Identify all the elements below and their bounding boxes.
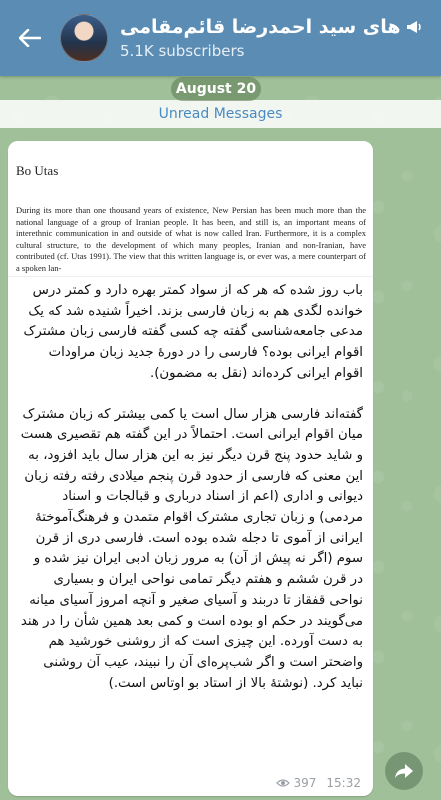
back-arrow-icon	[19, 29, 41, 47]
message-paragraph-2: گفته‌اند فارسی هزار سال است یا کمی بیشتر که زبان مشترک میان اقوام ایرانی است. احتمالاً در این گفته هم تقصیری هست و شاید حدود پنج قرن دیگر نیز به این هزار سال باید افزود، به این معنی که فارسی از حدود قرن پنجم میلادی رفته رفته زبان دیوانی و اداری (اعم از اسناد درباری و قبالجات و اسناد مردمی) و زبان تجاری مشترک اقوام متمدن و فرهنگ‌آموختهٔ ایرانی از آموی تا دجله شده بوده است. فارسی دری از قرن سوم (اگر نه پیش از آن) به مرور زبان ادبی ایران نیز شده و در قرن ششم و هفتم دیگر تمامی نواحی ایران و بسیاری نواحی قفقاز تا دربند و آسیای صغیر و آنچه امروز آسیای میانه می‌گویند در حکم او بوده است و کمی بعد همین شأن را در هند به دست آورده. این چیزی است که از روشنی خورشید هم واضحتر است و اگر شب‌پره‌ای آن را نبیند، عیب آن روشنی نباید کرد. (نوشتهٔ بالا از استاد بو اوتاس است.)	[20, 406, 363, 691]
message-text	[20, 281, 363, 714]
date-pill	[171, 77, 261, 101]
subscriber-count: 5.1K subscribers	[120, 42, 245, 60]
channel-info[interactable]	[120, 16, 422, 60]
share-button[interactable]	[385, 752, 423, 790]
unread-label: Unread Messages	[158, 106, 283, 122]
view-count: 397	[293, 776, 317, 790]
photo-text: During its more than one thousand years of existence, New Persian has been much more than the national language of a group of Iranian people. It has been, and still is, an important means of interethnic communication in and outside of what is now called Iran. Furthermore, it is a complex cultural structure, to the development of which many peoples, Iranian and non-Iranian, have contributed (cf. Utas 1991). The view that this written language is, or ever was, a mere counterpart of a spoken lan-	[16, 205, 366, 273]
message-meta	[276, 776, 362, 790]
message-time: 15:32	[326, 776, 361, 790]
eye-icon	[276, 778, 290, 788]
back-button[interactable]	[0, 0, 60, 76]
message-photo[interactable]	[8, 141, 373, 277]
photo-author: Bo Utas	[16, 163, 59, 178]
unread-messages-bar	[0, 100, 441, 128]
date-label: August 20	[175, 81, 257, 97]
megaphone-icon	[406, 20, 422, 34]
channel-avatar[interactable]	[60, 14, 108, 62]
share-icon	[394, 763, 414, 779]
chat-header	[0, 0, 441, 76]
message-paragraph-1: باب روز شده که هر که از سواد کمتر بهره دارد و کمتر درس خوانده لگدی هم به زبان فارسی بزند. اخیراً شنیده شد که یک مدعی جامعه‌شناسی گفته چه کسی گفته فارسی زبان مشترک اقوام ایرانی بوده؟ فارسی را در دورهٔ جدید زبان مراودات اقوام ایرانی کرده‌اند (نقل به مضمون).	[23, 283, 363, 381]
channel-title: های سید احمدرضا قائم‌مقامی	[120, 16, 401, 38]
message-bubble[interactable]	[8, 141, 373, 796]
